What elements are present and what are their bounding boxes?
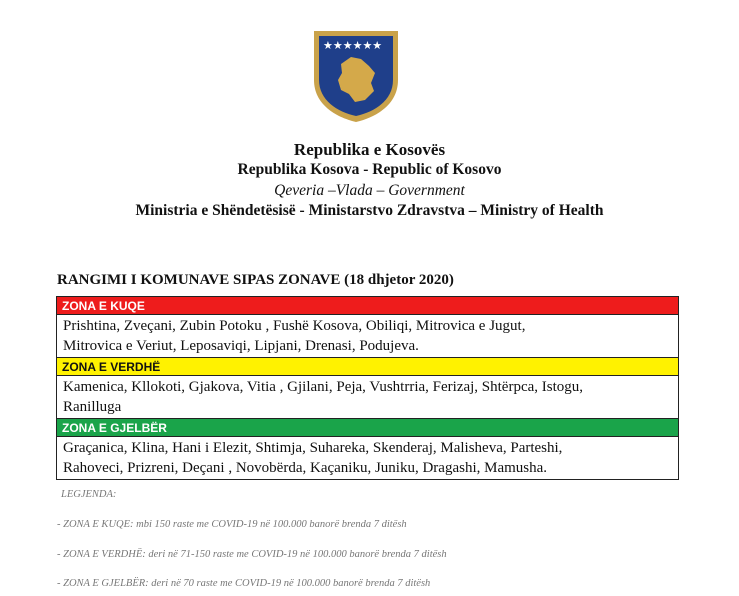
header-line-2: Republika Kosova - Republic of Kosovo xyxy=(237,161,502,178)
header-line-4: Ministria e Shëndetësisë - Ministarstvo Zdravstva – Ministry of Health xyxy=(135,202,604,219)
header-line-3: Qeveria –Vlada – Government xyxy=(274,182,465,199)
zone-green-line-1: Graçanica, Klina, Hani i Elezit, Shtimja, Suhareka, Skenderaj, Malisheva, Parteshi, xyxy=(63,440,563,456)
zone-red-header: ZONA E KUQE xyxy=(57,297,678,315)
legend-item-yellow-text: deri në 71-150 raste me COVID-19 në 100.000 banorë brenda 7 ditësh xyxy=(145,549,447,560)
legend-item-green-text: deri në 70 raste me COVID-19 në 100.000 banorë brenda 7 ditësh xyxy=(148,578,431,589)
zone-yellow-line-2: Ranilluga xyxy=(63,399,122,415)
legend-title: LEGJENDA: xyxy=(61,489,117,500)
zone-yellow-municipalities xyxy=(57,376,678,419)
legend-item-red xyxy=(57,519,407,530)
legend-item-green xyxy=(57,578,430,589)
zone-green-header: ZONA E GJELBËR xyxy=(57,419,678,437)
zone-red-municipalities xyxy=(57,315,678,358)
zone-green-line-2: Rahoveci, Prizreni, Deçani , Novobërda, Kaçaniku, Juniku, Dragashi, Mamusha. xyxy=(63,460,548,476)
legend-item-green-label: - ZONA E GJELBËR: xyxy=(57,578,149,589)
zone-yellow-header: ZONA E VERDHË xyxy=(57,358,678,376)
zone-red-line-2: Mitrovica e Veriut, Leposaviqi, Lipjani, Drenasi, Podujeva. xyxy=(63,338,419,354)
kosovo-coat-of-arms-icon xyxy=(311,28,401,124)
zones-table xyxy=(56,296,679,480)
zone-yellow-line-1: Kamenica, Kllokoti, Gjakova, Vitia , Gjilani, Peja, Vushtrria, Ferizaj, Shtërpca, Istogu, xyxy=(63,379,584,395)
legend-item-red-label: - ZONA E KUQE: xyxy=(57,519,134,530)
legend-item-yellow xyxy=(57,549,447,560)
zone-red-line-1: Prishtina, Zveçani, Zubin Potoku , Fushë Kosova, Obiliqi, Mitrovica e Jugut, xyxy=(63,318,526,334)
header-line-1: Republika e Kosovës xyxy=(293,140,446,159)
svg-text:★★★★★★: ★★★★★★ xyxy=(323,39,383,52)
zone-green-municipalities xyxy=(57,437,678,479)
legend-item-yellow-label: - ZONA E VERDHË: xyxy=(57,549,146,560)
document-title: RANGIMI I KOMUNAVE SIPAS ZONAVE (18 dhjetor 2020) xyxy=(57,272,454,288)
legend-item-red-text: mbi 150 raste me COVID-19 në 100.000 banorë brenda 7 ditësh xyxy=(133,519,407,530)
